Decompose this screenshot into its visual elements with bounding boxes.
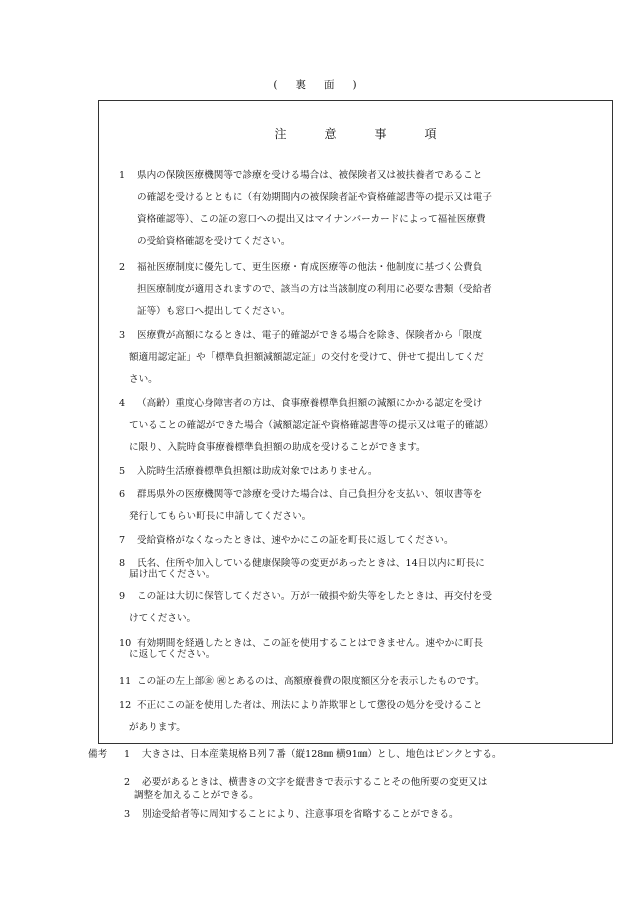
notice-item-text: 医療費が高額になるときは、電子的確認ができる場合を除き、保険者から「限度	[137, 330, 482, 341]
remark-number: 1	[124, 749, 131, 760]
remark-text: 調整を加えることができる。	[134, 790, 259, 801]
notice-item-text: 証等）も窓口へ提出してください。	[137, 306, 291, 317]
notice-item-text: 額適用認定証」や「標準負担額減額認定証」の交付を受けて、併せて提出してくだ	[129, 352, 484, 363]
notice-title-char-1: 注	[274, 127, 287, 141]
notice-item-3	[119, 325, 605, 391]
notice-item-number: 10	[119, 638, 132, 649]
notice-item-10	[119, 638, 605, 660]
side-label-open-paren: (	[273, 79, 278, 91]
notice-item-text: この証は大切に保管してください。万が一破損や紛失等をしたときは、再交付を受	[137, 591, 492, 602]
notice-item-text: 県内の保険医療機関等で診療を受ける場合は、被保険者又は被扶養者であること	[137, 170, 483, 181]
notice-item-number: 2	[119, 262, 126, 273]
notice-item-text: 福祉医療制度に優先して、更生医療・育成医療等の他法・他制度に基づく公費負	[137, 262, 483, 273]
notice-title-char-4: 項	[424, 127, 437, 141]
notice-title	[99, 125, 612, 142]
notice-item-text: この証の左上部㊎ ㊗とあるのは、高額療養費の限度額区分を表示したものです。	[137, 676, 485, 687]
notice-item-text: 群馬県外の医療機関等で診療を受けた場合は、自己負担分を支払い、領収書等を	[137, 489, 483, 500]
notice-item-number: 5	[119, 466, 126, 477]
remarks-heading: 備考	[88, 749, 108, 760]
notice-item-number: 7	[119, 535, 126, 546]
notice-item-text: 氏名、住所や加入している健康保険等の変更があったときは、14日以内に町長に	[137, 558, 485, 569]
remark-row-2	[124, 776, 487, 802]
remark-number: 2	[124, 777, 131, 788]
remark-text: 大きさは、日本産業規格Ｂ列７番（縦128㎜ 横91㎜）とし、地色はピンクとする。	[142, 749, 502, 760]
notice-item-number: 9	[119, 591, 126, 602]
notice-item-number: 8	[119, 558, 126, 569]
notice-item-1	[119, 165, 605, 253]
notice-item-number: 1	[119, 170, 126, 181]
notice-item-text: 入院時生活療養標準負担額は助成対象ではありません。	[137, 466, 378, 477]
notice-item-text: 受給資格がなくなったときは、速やかにこの証を町長に返してください。	[137, 535, 454, 546]
notice-item-11	[119, 671, 605, 693]
remark-row-3	[124, 808, 459, 822]
notice-item-9	[119, 586, 605, 630]
side-label-char-2: 面	[324, 79, 335, 91]
notice-item-number: 6	[119, 489, 126, 500]
notice-item-text: 資格確認等）、この証の窓口への提出又はマイナンバーカードによって福祉医療費	[137, 214, 486, 225]
notice-item-5	[119, 461, 605, 483]
notice-item-text: 届け出てください。	[129, 569, 216, 580]
notice-item-7	[119, 530, 605, 552]
notice-item-text: けてください。	[129, 613, 197, 624]
side-label-char-1: 裏	[295, 79, 306, 91]
notice-item-text: があります。	[129, 722, 186, 733]
notice-item-text: ていることの確認ができた場合（減額認定証や資格確認書等の提示又は電子的確認）	[129, 420, 494, 431]
notice-item-text: に返してください。	[129, 649, 216, 660]
notice-item-12	[119, 695, 605, 739]
notice-item-2	[119, 257, 605, 323]
notice-item-text: 不正にこの証を使用した者は、刑法により詐欺罪として懲役の処分を受けること	[137, 700, 483, 711]
notice-title-char-2: 意	[324, 127, 337, 141]
notice-item-text: 担医療制度が適用されますので、該当の方は当該制度の利用に必要な書類（受給者	[137, 284, 492, 295]
notice-item-4	[119, 393, 605, 459]
remark-text: 別途受給者等に周知することにより、注意事項を省略することができる。	[142, 809, 459, 820]
notice-item-text: の受給資格確認を受けてください。	[137, 236, 291, 247]
notice-item-number: 11	[119, 676, 132, 687]
notice-item-8	[119, 558, 605, 580]
remark-row-1	[88, 748, 502, 762]
notice-item-6	[119, 484, 605, 528]
notice-item-text: （高齢）重度心身障害者の方は、食事療養標準負担額の減額にかかる認定を受け	[137, 398, 483, 409]
notice-box	[98, 100, 613, 744]
notice-item-number: 12	[119, 700, 132, 711]
remark-number: 3	[124, 809, 131, 820]
remark-text: 必要があるときは、横書きの文字を縦書きで表示することその他所要の変更又は	[142, 777, 488, 788]
notice-item-number: 3	[119, 330, 126, 341]
notice-item-text: さい。	[129, 374, 158, 385]
notice-title-char-3: 事	[374, 127, 387, 141]
page-side-label	[0, 77, 630, 92]
notice-item-text: の確認を受けるとともに（有効期間内の被保険者証や資格確認書等の提示又は電子	[137, 192, 492, 203]
notice-item-text: 有効期間を経過したときは、この証を使用することはできません。速やかに町長	[137, 638, 483, 649]
side-label-close-paren: )	[352, 79, 357, 91]
notice-item-number: 4	[119, 398, 126, 409]
notice-item-text: 発行してもらい町長に申請してください。	[129, 511, 312, 522]
notice-item-text: に限り、入院時食事療養標準負担額の助成を受けることができます。	[129, 442, 426, 453]
